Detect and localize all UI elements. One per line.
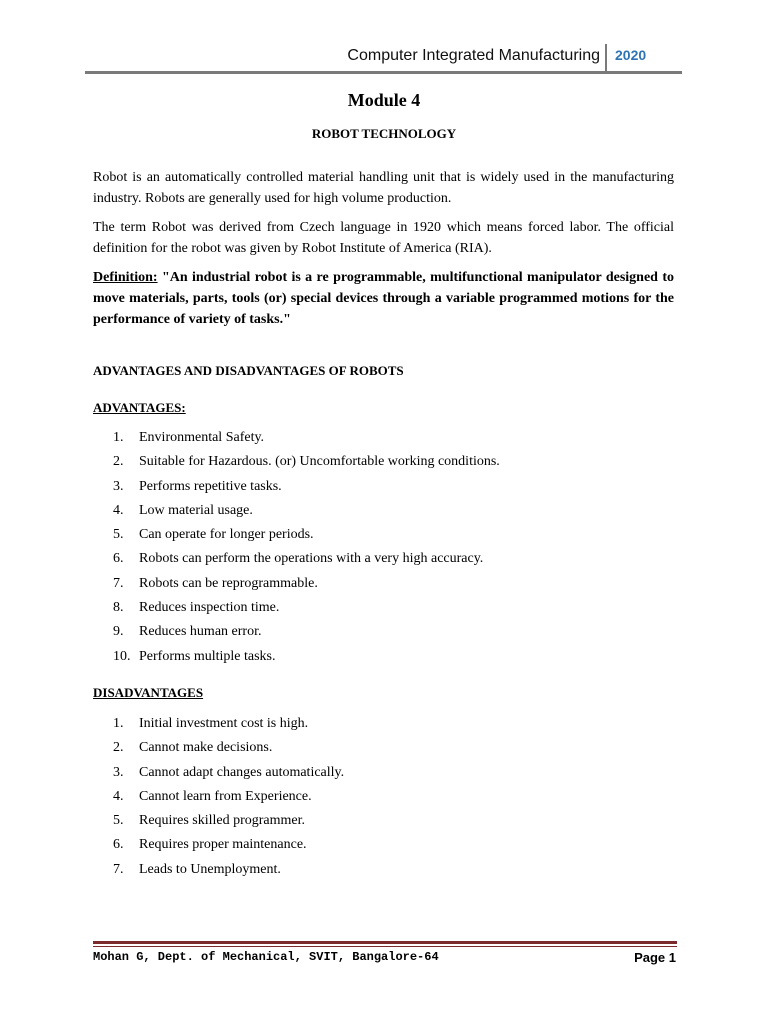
list-item-text: Cannot make decisions.: [139, 740, 273, 756]
list-item: [93, 645, 500, 669]
list-item-number: 3.: [113, 478, 124, 494]
footer-rule-thick: [93, 941, 677, 944]
list-item-text: Reduces inspection time.: [139, 600, 280, 616]
adv-disadv-heading: ADVANTAGES AND DISADVANTAGES OF ROBOTS: [93, 363, 404, 378]
list-item: [93, 761, 344, 785]
list-item-text: Cannot learn from Experience.: [139, 788, 312, 804]
list-item-text: Environmental Safety.: [139, 430, 265, 445]
list-item: [93, 547, 500, 571]
list-item-number: 5.: [113, 813, 124, 829]
list-item-text: Leads to Unemployment.: [139, 861, 281, 877]
list-item-text: Suitable for Hazardous. (or) Uncomfortable working conditions.: [139, 454, 500, 470]
list-item: [93, 736, 344, 760]
list-item-text: Robots can be reprogrammable.: [139, 575, 318, 591]
list-item: [93, 620, 500, 644]
list-item-number: 8.: [113, 600, 124, 616]
footer-page-number: Page 1: [634, 950, 676, 965]
disadvantages-list: [93, 712, 344, 882]
definition-text: "An industrial robot is a re programmable, multifunctional manipulator designed to move materials, parts, tools (or) special devices through a variable programmed motions for the performance of variety of tasks.": [93, 270, 674, 327]
header-rule: [85, 71, 682, 74]
header-year: 2020: [615, 47, 647, 63]
list-item-text: Robots can perform the operations with a very high accuracy.: [139, 551, 484, 567]
history-paragraph: The term Robot was derived from Czech language in 1920 which means forced labor. The official definition for the robot was given by Robot Institute of America (RIA).: [93, 220, 674, 256]
list-item-number: 7.: [113, 861, 124, 877]
list-item-number: 9.: [113, 624, 124, 640]
list-item-number: 4.: [113, 788, 124, 804]
section-title: ROBOT TECHNOLOGY: [311, 126, 457, 141]
definition-label: Definition:: [93, 270, 158, 285]
list-item-number: 2.: [113, 740, 124, 756]
list-item: [93, 499, 500, 523]
list-item: [93, 833, 344, 857]
list-item-number: 5.: [113, 527, 124, 543]
list-item-number: 6.: [113, 837, 124, 853]
list-item-text: Requires skilled programmer.: [139, 813, 306, 829]
list-item: [93, 596, 500, 620]
list-item-text: Cannot adapt changes automatically.: [139, 764, 345, 780]
list-item-text: Low material usage.: [139, 502, 253, 518]
advantages-heading: ADVANTAGES:: [93, 400, 186, 415]
list-item-number: 10.: [113, 648, 131, 664]
disadvantages-heading: DISADVANTAGES: [93, 685, 204, 700]
list-item-number: 2.: [113, 454, 124, 470]
definition-paragraph: [93, 267, 674, 330]
list-item-number: 1.: [113, 716, 124, 731]
advantages-list: [93, 426, 500, 669]
list-item: [93, 858, 344, 882]
list-item-text: Performs repetitive tasks.: [139, 478, 282, 494]
header-title: Computer Integrated Manufacturing: [347, 47, 600, 64]
list-item-number: 1.: [113, 430, 124, 445]
intro-paragraph: Robot is an automatically controlled material handling unit that is widely used in the manufacturing industry. Robots are generally used for high volume production.: [93, 170, 674, 206]
footer-rule-thin: [93, 946, 677, 947]
list-item: [93, 475, 500, 499]
list-item-text: Performs multiple tasks.: [139, 648, 276, 664]
list-item: [93, 785, 344, 809]
list-item-number: 6.: [113, 551, 124, 567]
module-title: Module 4: [347, 90, 421, 110]
list-item: [93, 712, 344, 736]
list-item: [93, 809, 344, 833]
list-item-number: 4.: [113, 502, 124, 518]
list-item-number: 7.: [113, 575, 124, 591]
list-item: [93, 572, 500, 596]
list-item-number: 3.: [113, 764, 124, 780]
list-item-text: Can operate for longer periods.: [139, 527, 314, 543]
header-separator: [605, 44, 607, 73]
list-item-text: Requires proper maintenance.: [139, 837, 307, 853]
list-item-text: Initial investment cost is high.: [139, 716, 309, 731]
list-item: [93, 523, 500, 547]
footer-author: Mohan G, Dept. of Mechanical, SVIT, Bangalore-64: [93, 950, 439, 964]
list-item-text: Reduces human error.: [139, 624, 262, 640]
list-item: [93, 426, 500, 450]
list-item: [93, 450, 500, 474]
